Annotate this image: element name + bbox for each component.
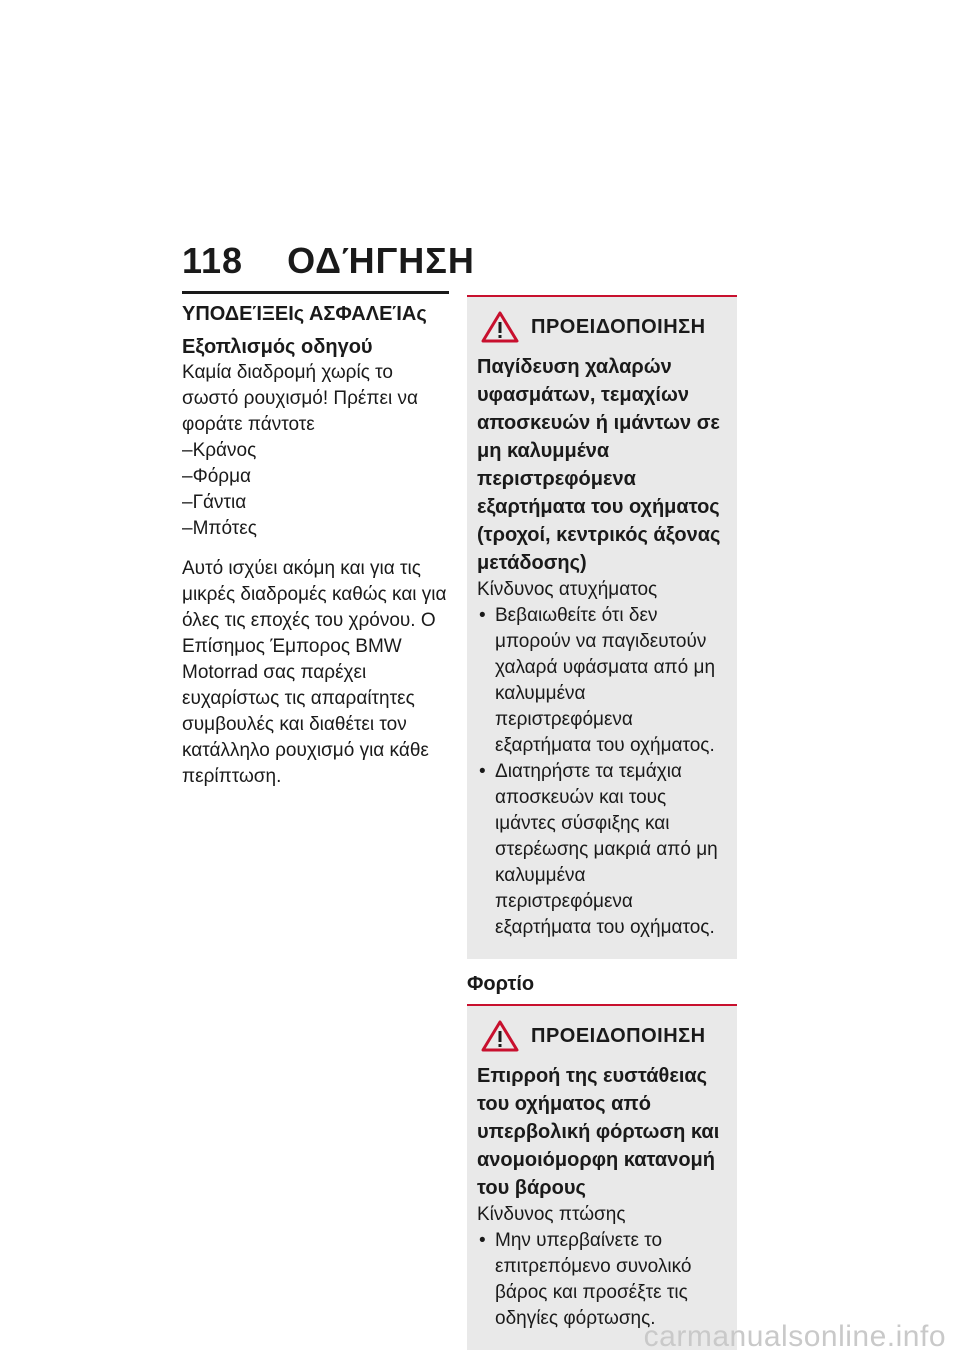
section-heading: ΥΠΟΔΕΊΞΕΙς ΑΣΦΑΛΕΊΑς: [182, 303, 427, 325]
dealer-paragraph: Αυτό ισχύει ακόμη και για τις μικρές διαδρομές καθώς και για όλες τις εποχές του χρόνου. Ο Επίσημος Έμπορος BMW Motorrad σας παρέχει ευχαρίστως τις απαραίτητες συμβουλές και διαθέτει τον κατάλληλο ρουχισμό για κάθε περίπτωση.: [182, 558, 447, 787]
section-rule: [182, 291, 449, 294]
equipment-intro: Καμία διαδρομή χωρίς το σωστό ρουχισμό! Πρέπει να φοράτε πάντοτε: [182, 362, 418, 435]
warning-title: Επιρροή της ευστάθειας του οχήματος από υπερβολική φόρτωση και ανομοιόμορφη κατανομή του βάρους: [477, 1065, 720, 1199]
warning-header: [477, 1020, 727, 1052]
page-number: 118: [182, 240, 244, 281]
warning-box-clothing: [467, 297, 737, 959]
warning-bullets: [477, 1228, 727, 1332]
load-heading: Φορτίο: [467, 973, 535, 995]
list-item: –Γάντια: [182, 492, 247, 513]
equipment-list: [182, 438, 449, 542]
bullet-item: • Διατηρήστε τα τεμάχια αποσκευών και τους ιμάντες σύσφιξης και στερέωσης μακριά από μη καλυμμένα περιστρεφόμενα εξαρτήματα του οχήματος.: [477, 759, 727, 941]
warning-risk: Κίνδυνος πτώσης: [477, 1204, 626, 1225]
bullet-item: • Βεβαιωθείτε ότι δεν μπορούν να παγιδευτούν χαλαρά υφάσματα από μη καλυμμένα περιστρεφόμενα εξαρτήματα του οχήματος.: [477, 603, 727, 759]
bullet-item: • Μην υπερβαίνετε το επιτρεπόμενο συνολικό βάρος και προσέξτε τις οδηγίες φόρτωσης.: [477, 1228, 727, 1332]
warning-triangle-icon: [481, 1020, 519, 1052]
list-item: –Φόρμα: [182, 466, 252, 487]
warning-risk: Κίνδυνος ατυχήματος: [477, 579, 658, 600]
warning-box-load: [467, 1006, 737, 1350]
warning-label: ΠΡΟΕΙΔΟΠΟΙΗΣΗ: [531, 315, 706, 338]
page-header: [182, 240, 475, 282]
chapter-title: ΟΔΉΓΗΣΗ: [287, 240, 475, 281]
warning-triangle-icon: [481, 311, 519, 343]
list-item: –Κράνος: [182, 440, 257, 461]
list-item: –Μπότες: [182, 518, 257, 539]
warning-label: ΠΡΟΕΙΔΟΠΟΙΗΣΗ: [531, 1024, 706, 1047]
watermark: carmanualsonline.info: [643, 1320, 946, 1353]
equipment-title: Εξοπλισμός οδηγού: [182, 336, 373, 358]
warning-header: [477, 311, 727, 343]
safety-section: [182, 291, 449, 790]
warnings-column: [467, 295, 737, 1350]
warning-title: Παγίδευση χαλαρών υφασμάτων, τεμαχίων αποσκευών ή ιμάντων σε μη καλυμμένα περιστρεφόμενα εξαρτήματα του οχήματος (τροχοί, κεντρικός άξονας μετάδοσης): [477, 356, 721, 574]
warning-bullets: [477, 603, 727, 941]
